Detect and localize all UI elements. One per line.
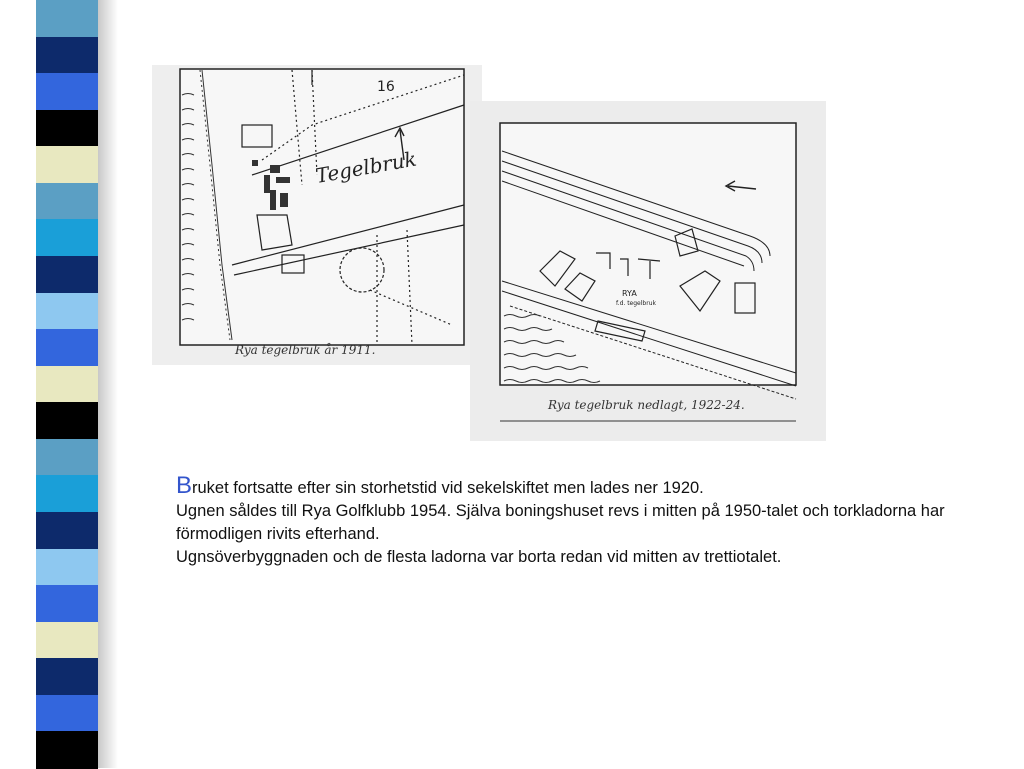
- stripe-block: [36, 475, 98, 513]
- stripe-block: [36, 219, 98, 257]
- stripe-block: [36, 402, 98, 440]
- map-1911: [152, 65, 482, 365]
- body-paragraph-1: [176, 474, 956, 500]
- decorative-color-stripe: [36, 0, 98, 768]
- stripe-block: [36, 0, 98, 38]
- stripe-shadow: [98, 0, 118, 768]
- map-1911-caption: Rya tegelbruk år 1911.: [235, 343, 376, 357]
- map-1922-caption: Rya tegelbruk nedlagt, 1922-24.: [548, 398, 745, 412]
- stripe-block: [36, 329, 98, 367]
- stripe-block: [36, 73, 98, 111]
- stripe-block: [36, 110, 98, 148]
- map-1922: [470, 101, 826, 441]
- map-1922-sub-label: f.d. tegelbruk: [616, 300, 656, 307]
- map-1922-place-label: RYA: [622, 289, 637, 298]
- stripe-block: [36, 183, 98, 221]
- map-1911-number-label: 16: [377, 79, 395, 95]
- body-line-1: ruket fortsatte efter sin storhetstid vid sekelskiftet men lades ner 1920.: [192, 479, 704, 497]
- stripe-block: [36, 731, 98, 769]
- stripe-block: [36, 146, 98, 184]
- body-text: [176, 474, 956, 569]
- stripe-block: [36, 37, 98, 75]
- stripe-block: [36, 658, 98, 696]
- stripe-block: [36, 439, 98, 477]
- stripe-block: [36, 366, 98, 404]
- stripe-block: [36, 695, 98, 733]
- stripe-block: [36, 585, 98, 623]
- stripe-block: [36, 512, 98, 550]
- stripe-block: [36, 256, 98, 294]
- stripe-block: [36, 293, 98, 331]
- map-1922-drawing: [470, 101, 826, 441]
- drop-cap: B: [176, 472, 193, 499]
- body-line-3: Ugnsöverbyggnaden och de flesta ladorna var borta redan vid mitten av trettiotalet.: [176, 548, 782, 566]
- body-line-2: Ugnen såldes till Rya Golfklubb 1954. Själva boningshuset revs i mitten på 1950-talet och torkladorna har förmodligen rivits efterhand.: [176, 502, 945, 543]
- stripe-block: [36, 549, 98, 587]
- stripe-block: [36, 622, 98, 660]
- map-1911-drawing: [152, 65, 482, 365]
- map-1911-place-label: Tegelbruk: [313, 146, 419, 188]
